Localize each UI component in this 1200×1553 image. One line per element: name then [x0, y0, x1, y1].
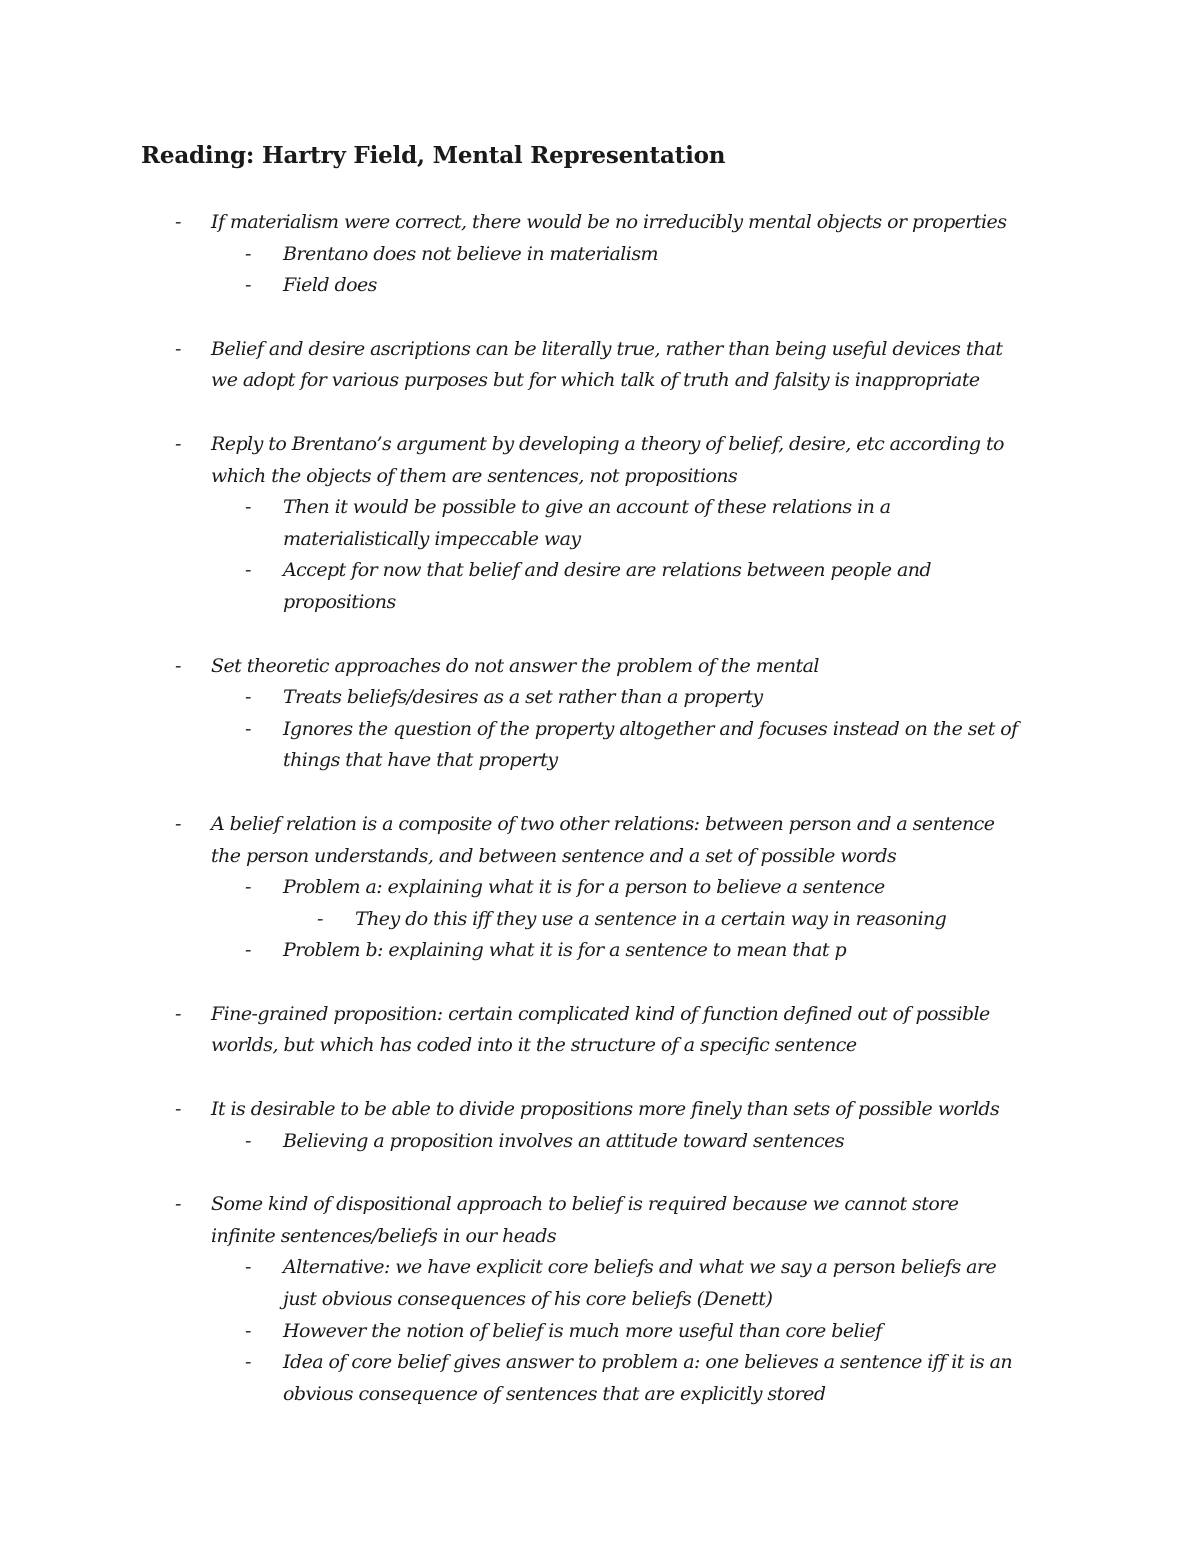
bullet-dash: -	[245, 1256, 251, 1279]
bullet-dash: -	[245, 242, 251, 265]
sub-list-item	[0, 1126, 1200, 1158]
list-item-text: Belief and desire ascriptions can be literally true, rather than being useful devices that	[211, 337, 1003, 360]
list-item-text: Reply to Brentano’s argument by developing a theory of belief, desire, etc according to	[211, 432, 1004, 455]
bullet-dash: -	[245, 559, 251, 582]
list-item-text: Ignores the question of the property altogether and focuses instead on the set of	[283, 717, 1018, 740]
sub-list-item	[0, 270, 1200, 302]
sub-list-item-continuation: propositions	[283, 590, 396, 613]
list-item-text: Treats beliefs/desires as a set rather than a property	[283, 686, 763, 709]
sub-list-item	[0, 555, 1200, 587]
bullet-dash: -	[245, 876, 251, 899]
note-group	[0, 1189, 1200, 1410]
bullet-dash: -	[175, 1098, 181, 1121]
sub-sub-list-item	[0, 904, 1200, 936]
list-item-text: Some kind of dispositional approach to belief is required because we cannot store	[211, 1193, 959, 1216]
list-item-text: Field does	[283, 274, 377, 297]
list-item	[0, 651, 1200, 683]
note-group	[0, 334, 1200, 397]
bullet-dash: -	[175, 211, 181, 233]
sub-list-item	[0, 682, 1200, 714]
list-item	[0, 207, 1200, 239]
list-item-text: However the notion of belief is much more useful than core belief	[283, 1319, 882, 1342]
list-item-text: Set theoretic approaches do not answer the problem of the mental	[211, 654, 819, 677]
list-item-text: Then it would be possible to give an account of these relations in a	[283, 496, 891, 519]
bullet-dash: -	[317, 907, 323, 930]
list-item	[0, 1189, 1200, 1221]
bullet-dash: -	[245, 717, 251, 740]
list-item-continuation: infinite sentences/beliefs in our heads	[211, 1224, 557, 1247]
bullet-dash: -	[175, 337, 181, 360]
note-group	[0, 651, 1200, 777]
notes-list	[0, 207, 1200, 1442]
sub-list-item-continuation: materialistically impeccable way	[283, 527, 581, 550]
sub-list-item	[0, 1252, 1200, 1284]
note-group	[0, 1094, 1200, 1157]
note-group	[0, 207, 1200, 302]
sub-list-item	[0, 872, 1200, 904]
bullet-dash: -	[245, 1319, 251, 1342]
list-item-text: Accept for now that belief and desire are relations between people and	[283, 559, 932, 582]
list-item-continuation: the person understands, and between sentence and a set of possible words	[211, 844, 897, 867]
bullet-dash: -	[245, 1129, 251, 1152]
list-item-continuation: we adopt for various purposes but for which talk of truth and falsity is inappropriate	[211, 369, 980, 392]
list-item-text: Idea of core belief gives answer to problem a: one believes a sentence iff it is an	[283, 1351, 1013, 1374]
sub-list-item	[0, 239, 1200, 271]
bullet-dash: -	[245, 496, 251, 519]
bullet-dash: -	[175, 1002, 181, 1025]
bullet-dash: -	[245, 939, 251, 962]
list-item	[0, 809, 1200, 841]
list-item	[0, 334, 1200, 366]
note-group	[0, 999, 1200, 1062]
bullet-dash: -	[245, 686, 251, 709]
bullet-dash: -	[175, 1193, 181, 1216]
list-item-text: If materialism were correct, there would be no irreducibly mental objects or properties	[211, 211, 1007, 233]
sub-list-item	[0, 492, 1200, 524]
note-group	[0, 809, 1200, 967]
bullet-dash: -	[175, 432, 181, 455]
list-item-text: Problem b: explaining what it is for a sentence to mean that p	[283, 939, 847, 962]
list-item-text: Brentano does not believe in materialism	[283, 242, 658, 265]
bullet-dash: -	[245, 274, 251, 297]
sub-list-item	[0, 1316, 1200, 1348]
list-item-text: Problem a: explaining what it is for a person to believe a sentence	[283, 876, 885, 899]
note-group	[0, 429, 1200, 619]
list-item-continuation: which the objects of them are sentences, not propositions	[211, 464, 738, 487]
list-item-text: A belief relation is a composite of two other relations: between person and a sentence	[211, 812, 995, 835]
bullet-dash: -	[175, 812, 181, 835]
bullet-dash: -	[245, 1351, 251, 1374]
sub-list-item-continuation: just obvious consequences of his core beliefs (Denett)	[283, 1288, 773, 1311]
page-title: Reading: Hartry Field, Mental Representation	[141, 142, 726, 169]
list-item	[0, 429, 1200, 461]
sub-list-item-continuation: things that have that property	[283, 749, 558, 772]
sub-list-item-continuation: obvious consequence of sentences that are explicitly stored	[283, 1382, 826, 1405]
bullet-dash: -	[175, 654, 181, 677]
sub-list-item	[0, 935, 1200, 967]
list-item	[0, 999, 1200, 1031]
list-item-text: Believing a proposition involves an attitude toward sentences	[283, 1129, 845, 1152]
list-item	[0, 1094, 1200, 1126]
list-item-continuation: worlds, but which has coded into it the structure of a specific sentence	[211, 1034, 857, 1057]
sub-list-item	[0, 714, 1200, 746]
sub-list-item	[0, 1347, 1200, 1379]
list-item-text: Alternative: we have explicit core beliefs and what we say a person beliefs are	[283, 1256, 997, 1279]
list-item-text: It is desirable to be able to divide propositions more finely than sets of possible worlds	[211, 1098, 1000, 1121]
list-item-text: Fine-grained proposition: certain complicated kind of function defined out of possible	[211, 1002, 990, 1025]
list-item-text: They do this iff they use a sentence in a certain way in reasoning	[355, 907, 947, 930]
